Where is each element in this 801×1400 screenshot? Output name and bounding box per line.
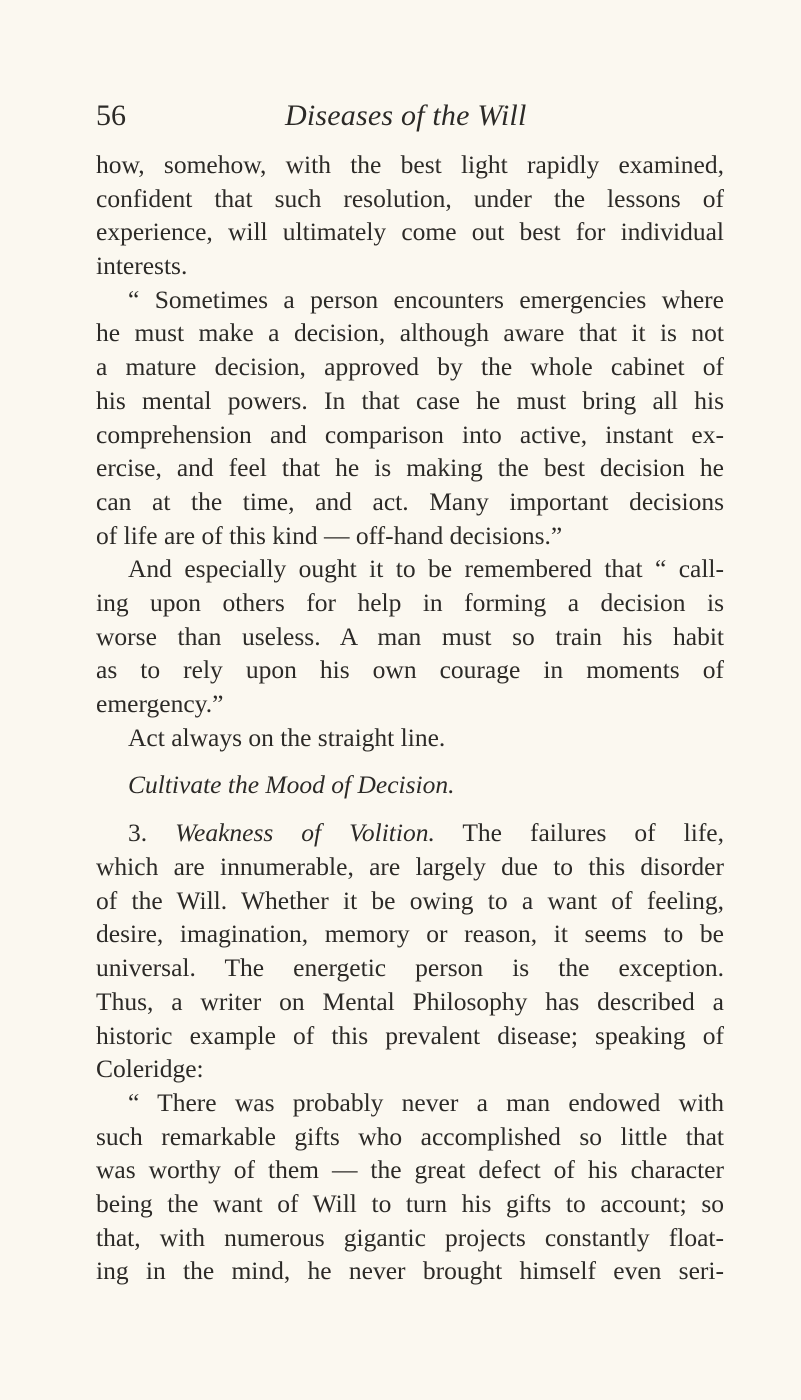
text-line: universal. The energetic person is the exception. (96, 953, 724, 983)
text-line: experience, will ultimately come out best for individual (96, 217, 724, 247)
text-line: Thus, a writer on Mental Philosophy has described a (96, 986, 724, 1016)
section-first-line-rest: The failures of life, (462, 818, 725, 848)
text-line: ing in the mind, he never brought himself even seri- (96, 1256, 724, 1286)
text-line: as to rely upon his own courage in moments of (96, 655, 724, 685)
text-line: of the Will. Whether it be owing to a want of feeling, (96, 885, 724, 915)
section-heading: Cultivate the Mood of Decision. (128, 770, 455, 800)
text-line: being the want of Will to turn his gifts to account; so (96, 1188, 724, 1218)
text-line: how, somehow, with the best light rapidly examined, (96, 150, 724, 179)
text-line: historic example of this prevalent disease; speaking of (96, 1020, 724, 1050)
running-title: Diseases of the Will (285, 99, 527, 132)
section-number: 3. (128, 818, 148, 848)
text-line: his mental powers. In that case he must bring all his (96, 385, 724, 415)
spacer (96, 754, 724, 768)
section-title: Weakness of Volition. (175, 818, 435, 848)
page-number: 56 (96, 99, 126, 132)
body-text (96, 148, 724, 1288)
text-line: emergency.” (96, 689, 224, 718)
text-line: worse than useless. A man must so train his habit (96, 621, 724, 651)
text-line: which are innumerable, are largely due to this disorder (96, 852, 724, 882)
text-line: a mature decision, approved by the whole cabinet of (96, 352, 724, 382)
text-line: such remarkable gifts who accomplished so little that (96, 1121, 724, 1151)
running-head (96, 96, 716, 136)
text-line: Act always on the straight line. (128, 722, 446, 752)
text-line: Coleridge: (96, 1054, 204, 1084)
text-line: comprehension and comparison into active, instant ex- (96, 419, 724, 449)
text-line: that, with numerous gigantic projects constantly float- (96, 1222, 724, 1252)
text-line: can at the time, and act. Many important decisions (96, 486, 724, 516)
text-line: interests. (96, 251, 188, 281)
text-line: ing upon others for help in forming a decision is (96, 587, 724, 617)
text-line: ercise, and feel that he is making the best decision he (96, 453, 724, 483)
text-line: “ Sometimes a person encounters emergencies where (128, 284, 724, 314)
section-first-line (96, 816, 724, 850)
text-line: “ There was probably never a man endowed with (128, 1087, 724, 1117)
spacer (96, 802, 724, 816)
text-line: And especially ought it to be remembered that “ call- (128, 554, 724, 584)
text-line: desire, imagination, memory or reason, it seems to be (96, 919, 724, 949)
text-line: he must make a decision, although aware that it is not (96, 318, 724, 348)
text-line: confident that such resolution, under the lessons of (96, 183, 724, 213)
text-line: was worthy of them — the great defect of his character (96, 1155, 724, 1185)
text-line: of life are of this kind — off-hand decisions.” (96, 520, 563, 550)
